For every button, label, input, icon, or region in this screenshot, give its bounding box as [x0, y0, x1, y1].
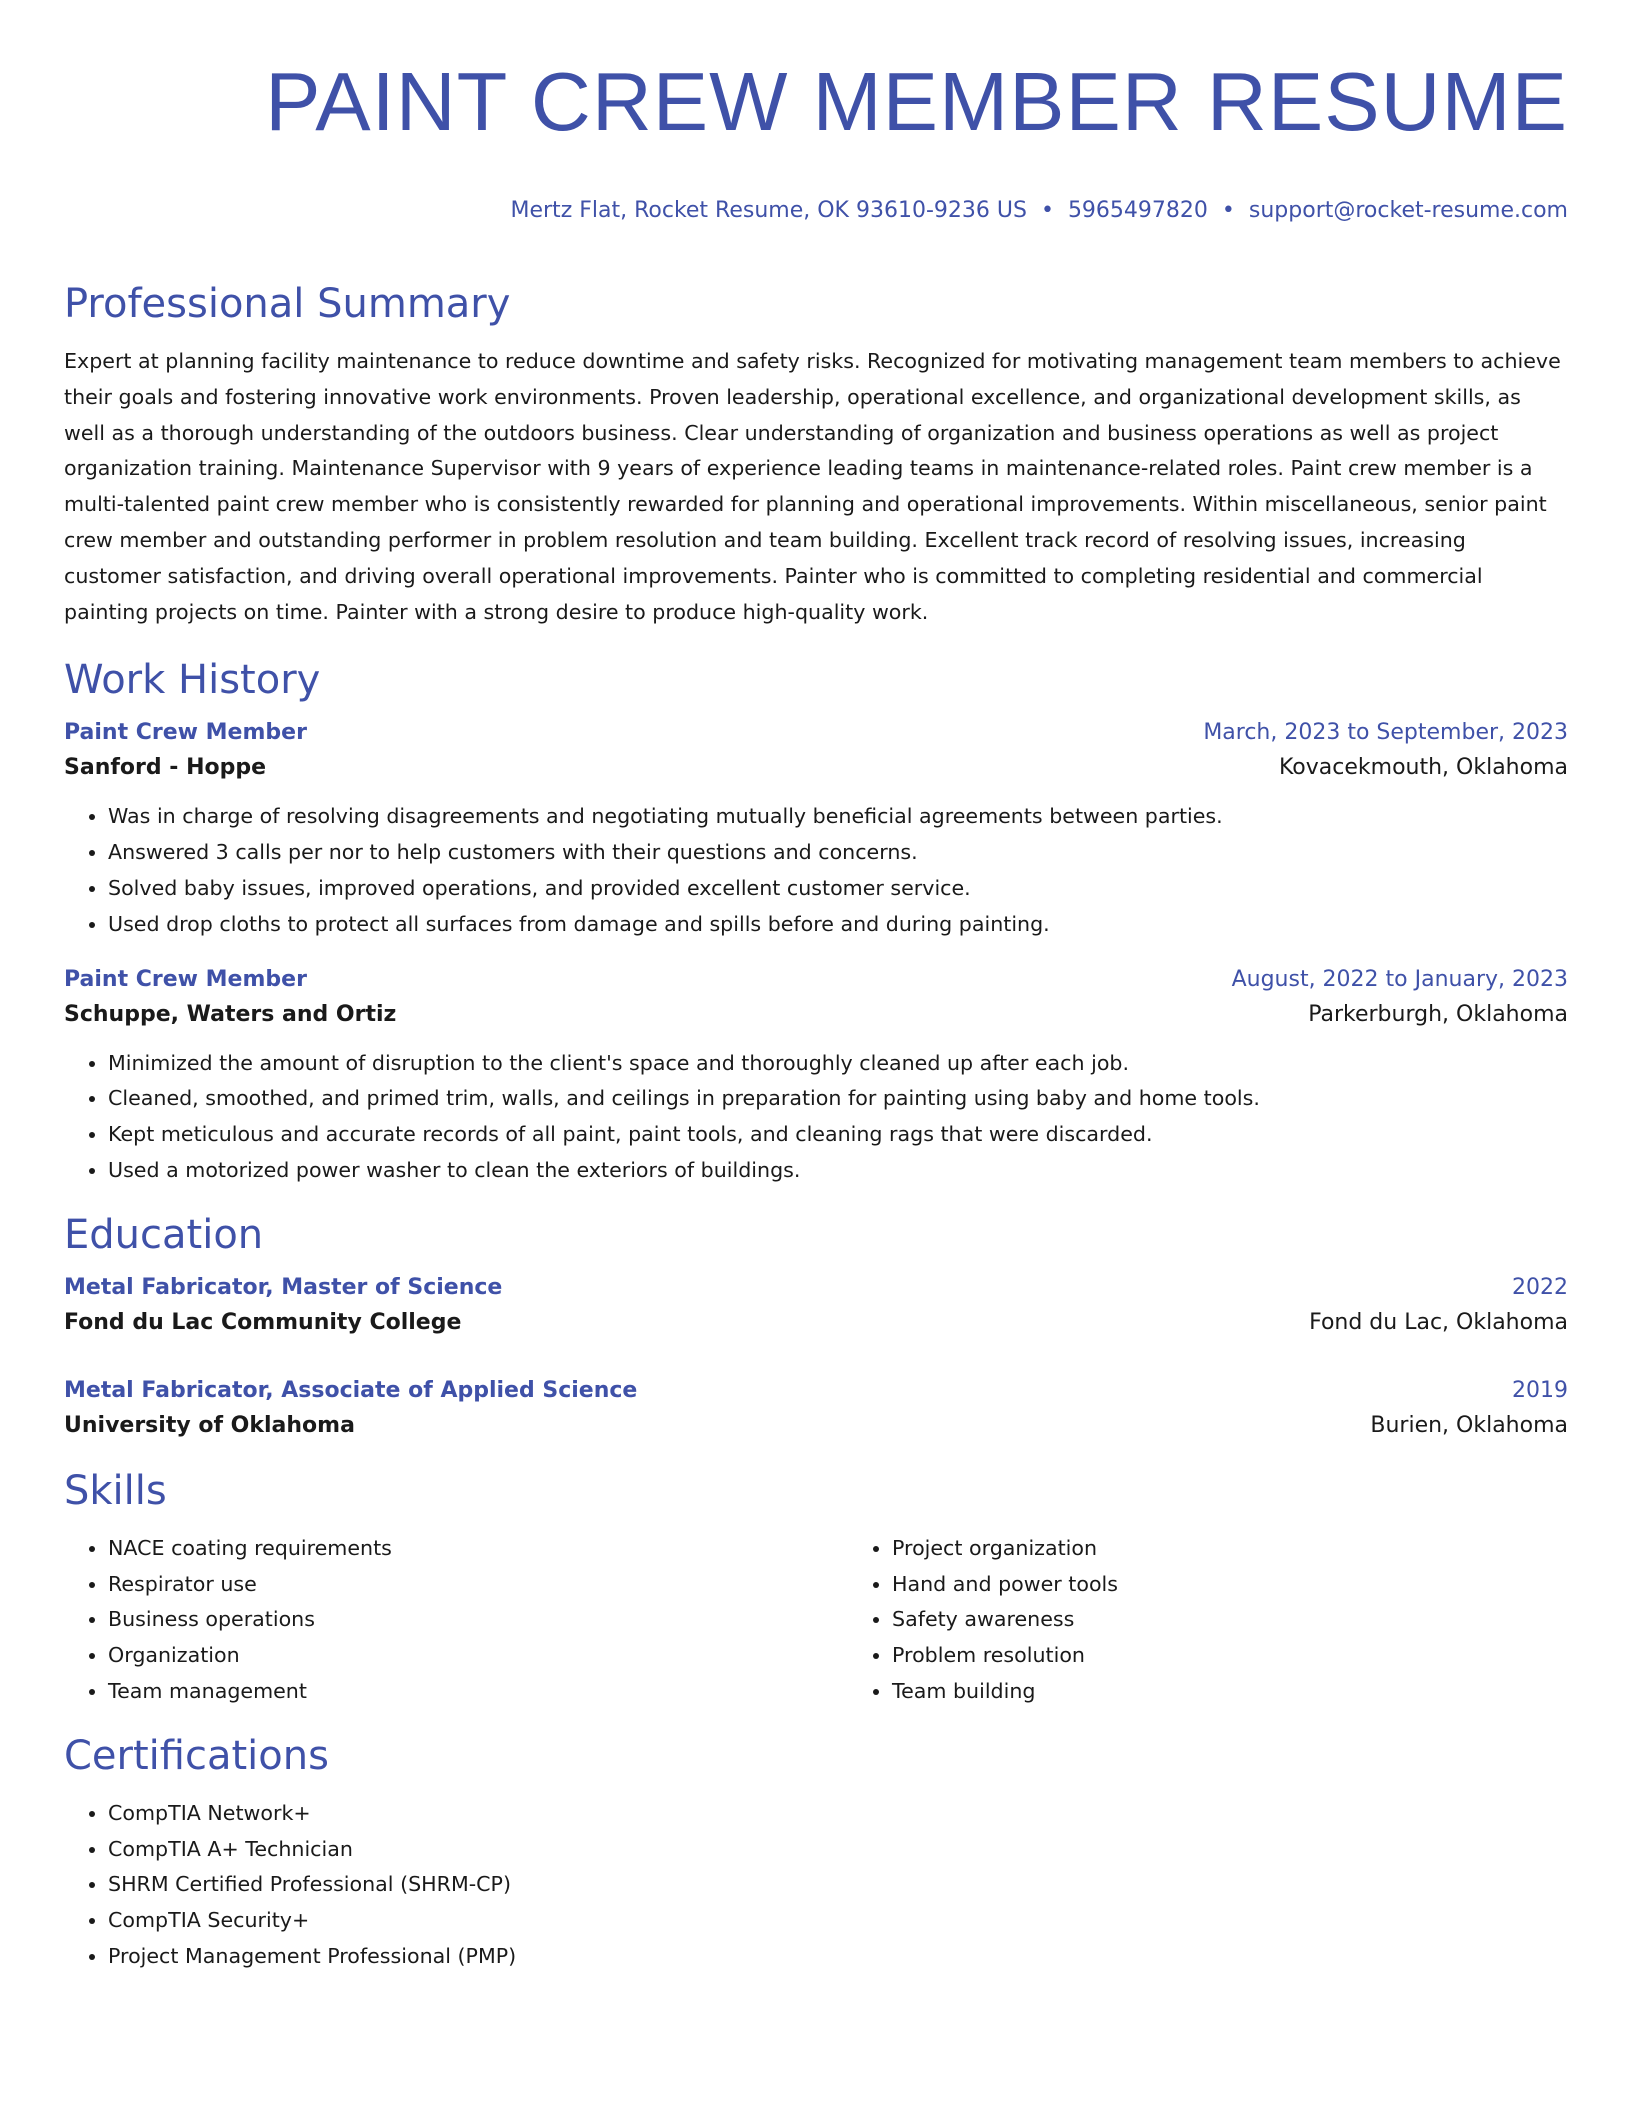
education-entry — [64, 1273, 1568, 1342]
education-section — [64, 1207, 1568, 1445]
certification-item: • CompTIA A+ Technician — [108, 1832, 1568, 1868]
education-school: University of Oklahoma — [64, 1412, 355, 1438]
skill-item: • Business operations — [108, 1602, 848, 1638]
certification-item: • CompTIA Network+ — [108, 1796, 1568, 1832]
job-title: Paint Crew Member — [64, 966, 307, 992]
job-company-row — [64, 748, 1568, 787]
skills-section — [64, 1463, 1568, 1710]
skill-item: • Hand and power tools — [892, 1567, 1118, 1603]
list-item: • Used drop cloths to protect all surfaces from damage and spills before and during painting. — [108, 907, 1568, 943]
certifications-section — [64, 1728, 1568, 1975]
education-school-row — [64, 1406, 1568, 1445]
section-heading-skills: Skills — [64, 1467, 167, 1514]
contact-address: Mertz Flat, Rocket Resume, OK 93610-9236 US — [510, 198, 1027, 223]
list-item: • Minimized the amount of disruption to the client's space and thoroughly cleaned up after each job. — [108, 1046, 1568, 1082]
education-year: 2019 — [1512, 1377, 1568, 1403]
job-company: Sanford - Hoppe — [64, 755, 267, 781]
list-item: • Kept meticulous and accurate records of all paint, paint tools, and cleaning rags that were discarded. — [108, 1117, 1568, 1153]
job-duties-list — [64, 799, 1568, 942]
list-item: • Cleaned, smoothed, and primed trim, walls, and ceilings in preparation for painting using baby and home tools. — [108, 1081, 1568, 1117]
skills-list-left — [64, 1531, 848, 1710]
skill-item: • Problem resolution — [892, 1638, 1118, 1674]
certifications-list — [64, 1796, 1568, 1975]
job-title-row — [64, 718, 1568, 748]
contact-separator: • — [1221, 198, 1235, 223]
education-degree-row — [64, 1273, 1568, 1303]
list-item: • Was in charge of resolving disagreements and negotiating mutually beneficial agreements between parties. — [108, 799, 1568, 835]
skill-item: • Team management — [108, 1674, 848, 1710]
contact-line — [64, 196, 1568, 226]
certification-item: • SHRM Certified Professional (SHRM-CP) — [108, 1867, 1568, 1903]
summary-section — [64, 276, 1568, 630]
education-entry — [64, 1376, 1568, 1445]
resume-title: PAINT CREW MEMBER RESUME — [265, 55, 1568, 148]
certification-item: • Project Management Professional (PMP) — [108, 1939, 1568, 1975]
skill-item: • Project organization — [892, 1531, 1118, 1567]
education-location: Burien, Oklahoma — [1370, 1412, 1568, 1438]
job-duties-list — [64, 1046, 1568, 1189]
job-title: Paint Crew Member — [64, 720, 307, 746]
job-entry — [64, 718, 1568, 942]
contact-separator: • — [1040, 198, 1054, 223]
education-degree: Metal Fabricator, Master of Science — [64, 1274, 503, 1300]
education-degree: Metal Fabricator, Associate of Applied Science — [64, 1377, 638, 1403]
contact-email[interactable]: support@rocket-resume.com — [1248, 198, 1568, 223]
job-location: Parkerburgh, Oklahoma — [1308, 1001, 1568, 1027]
section-heading-summary: Professional Summary — [64, 281, 511, 327]
resume-header — [64, 0, 1568, 226]
skill-item: • Organization — [108, 1638, 848, 1674]
skill-item: • Team building — [892, 1674, 1118, 1710]
list-item: • Answered 3 calls per nor to help customers with their questions and concerns. — [108, 835, 1568, 871]
contact-phone: 5965497820 — [1067, 198, 1208, 223]
job-dates: August, 2022 to January, 2023 — [1231, 966, 1568, 992]
summary-text: Expert at planning facility maintenance to reduce downtime and safety risks. Recognized for motivating management team members to achieve their goals and fostering innovative work environments. Proven leadership, operational excellence, and organizational development skills, as well as a thorough understanding of the outdoors business. Clear understanding of organization and business operations as well as project organization training. Maintenance Supervisor with 9 years of experience leading teams in maintenance-related roles. Paint crew member is a multi-talented paint crew member who is consistently rewarded for planning and operational improvements. Within miscellaneous, senior paint crew member and outstanding performer in problem resolution and team building. Excellent track record of resolving issues, increasing customer satisfaction, and driving overall operational improvements. Painter who is committed to completing residential and commercial painting projects on time. Painter with a strong desire to produce high-quality work. — [64, 349, 1561, 624]
job-title-row — [64, 965, 1568, 995]
section-heading-education: Education — [64, 1211, 264, 1258]
job-dates: March, 2023 to September, 2023 — [1203, 720, 1568, 746]
education-school-row — [64, 1303, 1568, 1342]
skill-item: • Safety awareness — [892, 1602, 1118, 1638]
skill-item: • NACE coating requirements — [108, 1531, 848, 1567]
education-location: Fond du Lac, Oklahoma — [1309, 1309, 1568, 1335]
skill-item: • Respirator use — [108, 1567, 848, 1603]
section-heading-certifications: Certifications — [64, 1732, 329, 1779]
job-company-row — [64, 995, 1568, 1034]
education-school: Fond du Lac Community College — [64, 1309, 462, 1335]
certification-item: • CompTIA Security+ — [108, 1903, 1568, 1939]
list-item: • Solved baby issues, improved operations, and provided excellent customer service. — [108, 871, 1568, 907]
skills-grid — [64, 1519, 1568, 1710]
section-heading-work-history: Work History — [64, 657, 321, 704]
education-degree-row — [64, 1376, 1568, 1406]
skills-list-right — [848, 1531, 1118, 1710]
job-entry — [64, 965, 1568, 1189]
education-year: 2022 — [1512, 1274, 1568, 1300]
job-location: Kovacekmouth, Oklahoma — [1278, 755, 1568, 781]
list-item: • Used a motorized power washer to clean the exteriors of buildings. — [108, 1153, 1568, 1189]
job-company: Schuppe, Waters and Ortiz — [64, 1001, 397, 1027]
work-history-section — [64, 652, 1568, 1188]
